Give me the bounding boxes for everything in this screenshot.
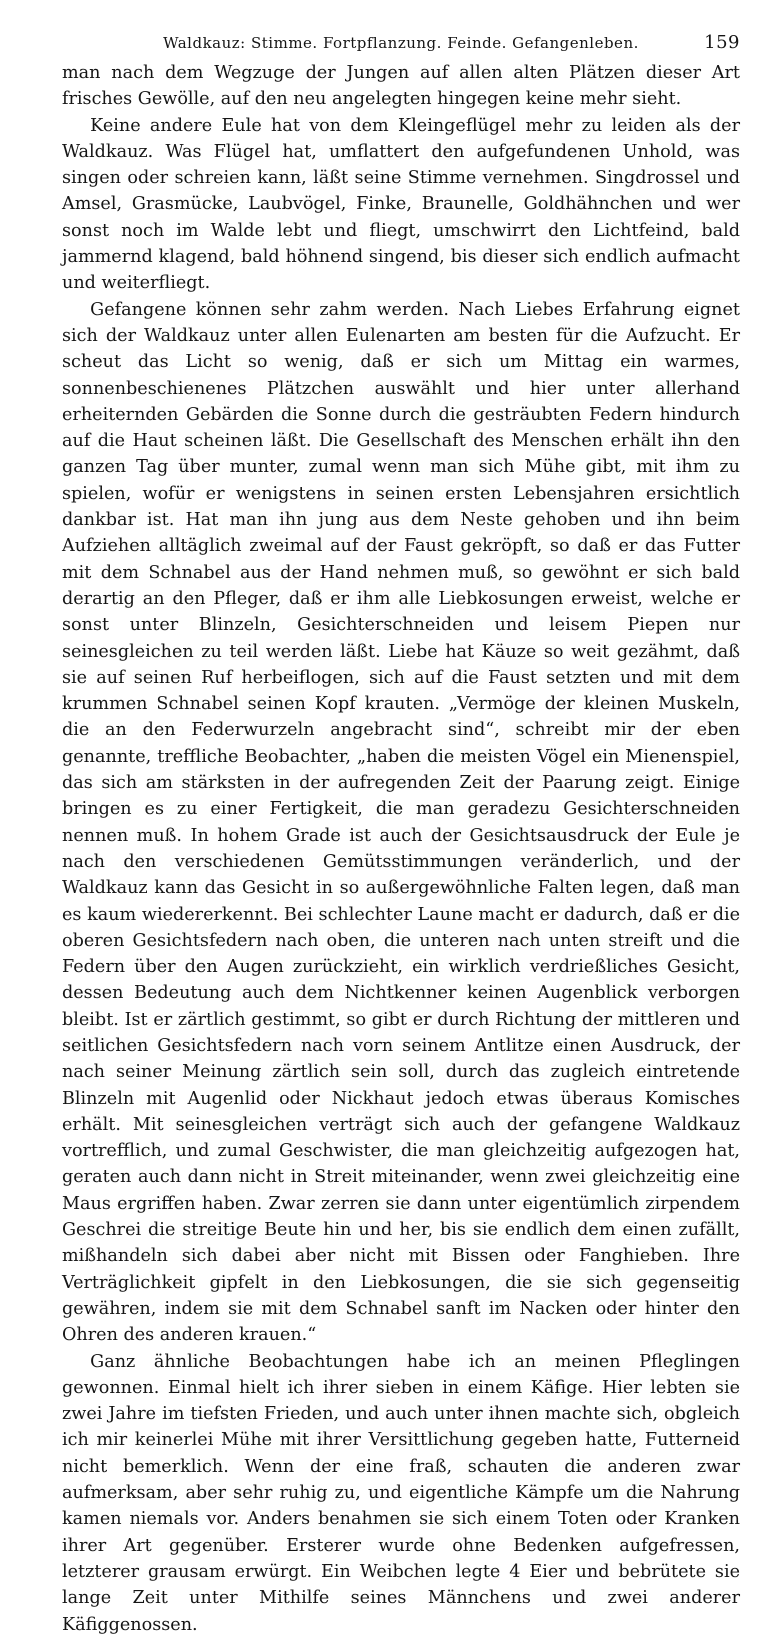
- running-head: [62, 34, 740, 60]
- paragraph-beobachtungen: Ganz ähnliche Beobachtungen habe ich an meinen Pfleglingen gewonnen. Einmal hielt ich ihrer sieben in einem Käfige. Hier lebten sie zwei Jahre im tiefsten Frieden, und auch unter ihnen machte sich, obgleich ich mir keinerlei Mühe mit ihrer Versittlichung gegeben hatte, Futterneid nicht bemerklich. Wenn der eine fraß, schauten die anderen zwar aufmerksam, aber sehr ruhig zu, und eigentliche Kämpfe um die Nahrung kamen niemals vor. Anders benahmen sie sich einem Toten oder Kranken ihrer Art gegenüber. Ersterer wurde ohne Bedenken aufgefressen, letzterer grausam erwürgt. Ein Weibchen legte 4 Eier und bebrütete sie lange Zeit unter Mithilfe seines Männchens und zwei anderer Käfiggenossen.: [62, 1351, 740, 1635]
- running-head-title: Waldkauz: Stimme. Fortpflanzung. Feinde. Gefangenleben.: [163, 34, 639, 52]
- paragraph-gefangene: Gefangene können sehr zahm werden. Nach Liebes Erfahrung eignet sich der Waldkauz unter allen Eulenarten am besten für die Aufzucht. Er scheut das Licht so wenig, daß er sich um Mittag ein warmes, sonnenbeschienenes Plätzchen auswählt und hier unter allerhand erheiternden Gebärden die Sonne durch die gesträubten Federn hindurch auf die Haut scheinen läßt. Die Gesellschaft des Menschen erhält ihn den ganzen Tag über munter, zumal wenn man sich Mühe gibt, mit ihm zu spielen, wofür er wenigstens in seinen ersten Lebensjahren ersichtlich dankbar ist. Hat man ihn jung aus dem Neste gehoben und ihn beim Aufziehen alltäglich zweimal auf der Faust gekröpft, so daß er das Futter mit dem Schnabel aus der Hand nehmen muß, so gewöhnt er sich bald derartig an den Pfleger, daß er ihm alle Liebkosungen erweist, welche er sonst unter Blinzeln, Gesichterschneiden und leisem Piepen nur seinesgleichen zu teil werden läßt. Liebe hat Käuze so weit gezähmt, daß sie auf seinen Ruf herbeiflogen, sich auf die Faust setzten und mit dem krummen Schnabel seinen Kopf krauten. „Vermöge der kleinen Muskeln, die an den Federwurzeln angebracht sind“, schreibt mir der eben genannte, treffliche Beobachter, „haben die meisten Vögel ein Mienenspiel, das sich am stärksten in der aufregenden Zeit der Paarung zeigt. Einige bringen es zu einer Fertigkeit, die man geradezu Gesichterschneiden nennen muß. In hohem Grade ist auch der Gesichtsausdruck der Eule je nach den verschiedenen Gemütsstimmungen veränderlich, und der Waldkauz kann das Gesicht in so außergewöhnliche Falten legen, daß man es kaum wiedererkennt. Bei schlechter Laune macht er dadurch, daß er die oberen Gesichtsfedern nach oben, die unteren nach unten streift und die Federn über den Augen zurückzieht, ein wirklich verdrießliches Gesicht, dessen Bedeutung auch dem Nichtkenner keinen Augenblick verborgen bleibt. Ist er zärtlich gestimmt, so gibt er durch Richtung der mittleren und seitlichen Gesichtsfedern nach vorn seinem Antlitze einen Ausdruck, der nach seiner Meinung zärtlich sein soll, durch das zugleich eintretende Blinzeln mit Augenlid oder Nickhaut jedoch etwas überaus Komisches erhält. Mit seinesgleichen verträgt sich auch der gefangene Waldkauz vortrefflich, und zumal Geschwister, die man gleichzeitig aufgezogen hat, geraten auch dann nicht in Streit miteinander, wenn zwei gleichzeitig eine Maus ergriffen haben. Zwar zerren sie dann unter eigentümlich zirpendem Geschrei die streitige Beute hin und her, bis sie endlich dem einen zufällt, mißhandeln sich dabei aber nicht mit Bissen oder Fanghieben. Ihre Verträglichkeit gipfelt in den Liebkosungen, die sie sich gegenseitig gewähren, indem sie mit dem Schnabel sanft im Nacken oder hinter den Ohren des anderen krauen.“: [62, 299, 740, 1346]
- page-number: 159: [704, 32, 740, 53]
- body-text: [62, 60, 740, 1638]
- paragraph-continuation: man nach dem Wegzuge der Jungen auf allen alten Plätzen dieser Art frisches Gewölle, auf den neu angelegten hingegen keine mehr sieht.: [62, 63, 740, 110]
- paragraph-kleingefluegel: Keine andere Eule hat von dem Kleingeflügel mehr zu leiden als der Waldkauz. Was Flügel hat, umflattert den aufgefundenen Unhold, was singen oder schreien kann, läßt seine Stimme vernehmen. Singdrossel und Amsel, Grasmücke, Laubvögel, Finke, Braunelle, Goldhähnchen und wer sonst noch im Walde lebt und fliegt, umschwirrt den Lichtfeind, bald jammernd klagend, bald höhnend singend, bis dieser sich endlich aufmacht und weiterfliegt.: [62, 115, 740, 294]
